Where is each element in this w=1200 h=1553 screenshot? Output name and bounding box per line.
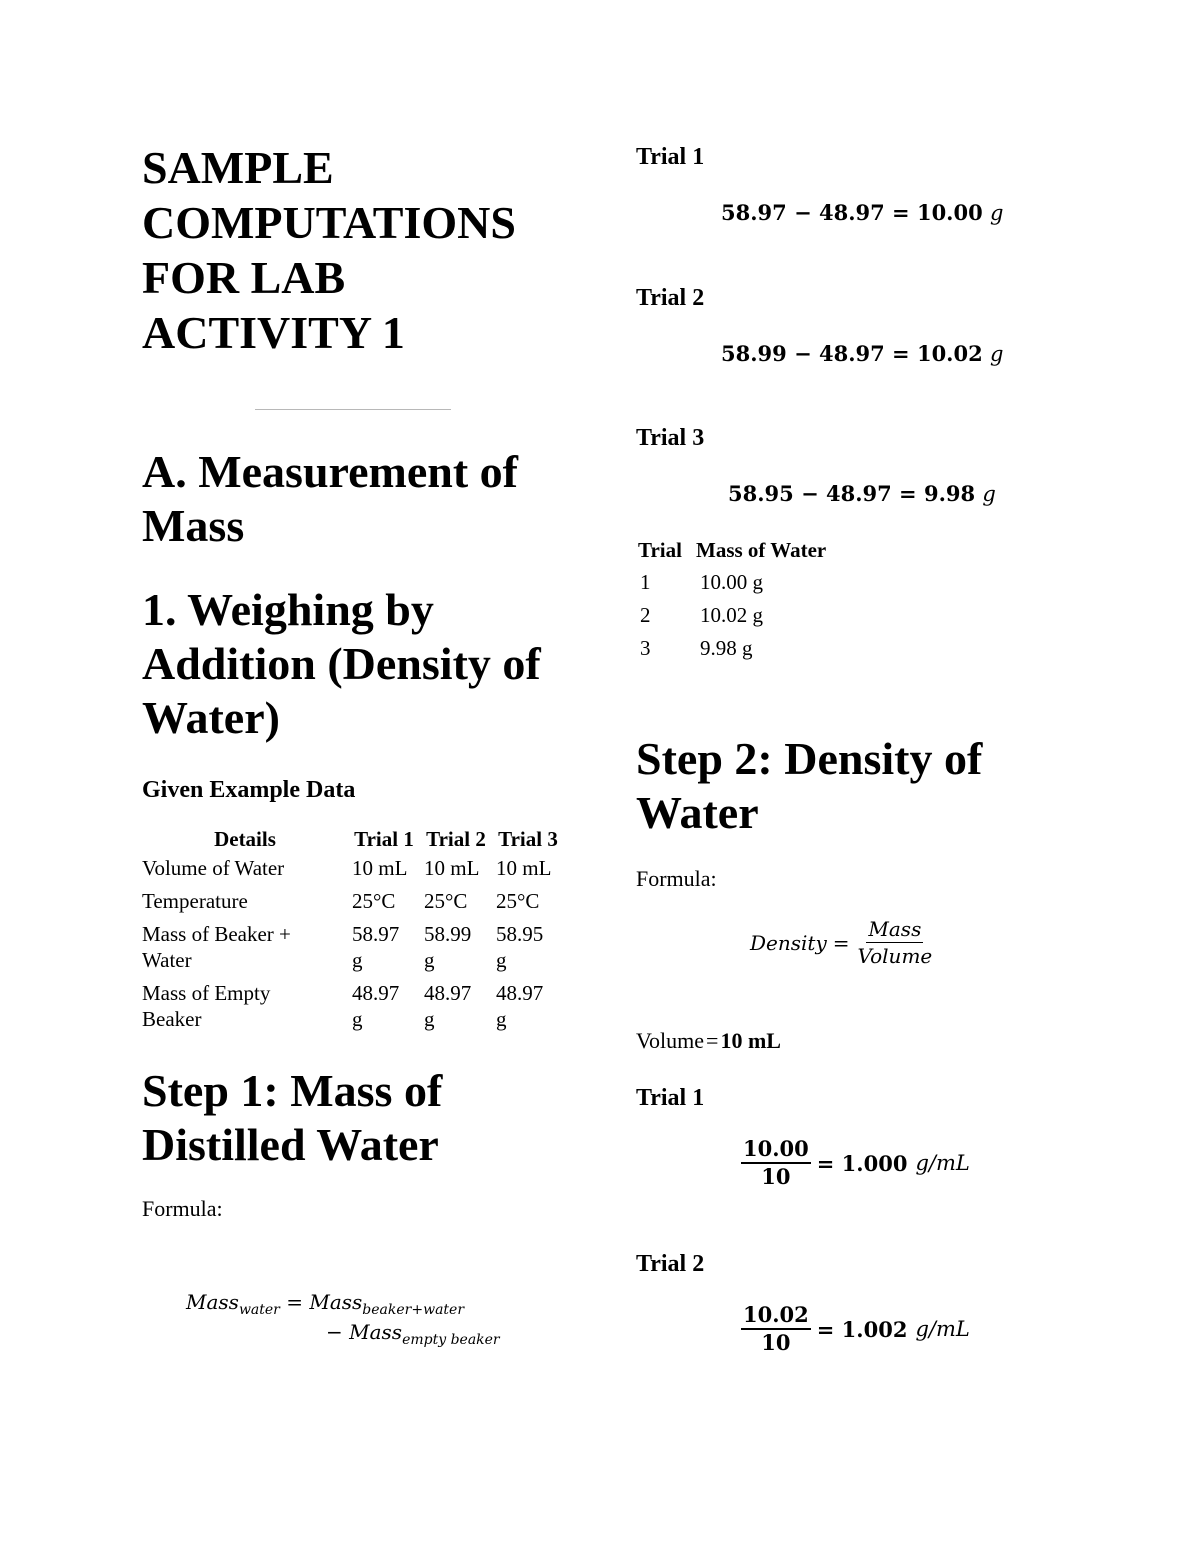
formula-operator: = <box>832 930 850 955</box>
title-divider <box>255 409 451 410</box>
heading-line: Step 2: Density of <box>636 733 983 784</box>
table-cell: 10.00 g <box>700 570 763 594</box>
fraction-denominator: Volume <box>857 944 933 968</box>
volume-operator: = <box>706 1028 719 1053</box>
table-cell: 48.97 g <box>496 981 544 1031</box>
density-formula <box>750 918 934 967</box>
heading-line: A. Measurement of <box>142 446 518 497</box>
title-line: ACTIVITY 1 <box>142 307 405 358</box>
given-data-heading: Given Example Data <box>142 777 356 803</box>
table-cell: 10 mL <box>352 856 408 880</box>
step-1-trial-2-label: Trial 2 <box>636 285 705 311</box>
trial-fraction <box>741 1138 811 1188</box>
table-cell: 25°C <box>424 889 468 913</box>
table-row <box>638 633 826 666</box>
step-2-formula-label: Formula: <box>636 866 717 891</box>
table-cell: 1 <box>640 570 651 594</box>
step-1-trial-3-equation <box>728 481 996 506</box>
formula-operator: − <box>326 1320 343 1344</box>
table-cell: 10 mL <box>424 856 480 880</box>
formula-term: Mass <box>309 1290 363 1314</box>
equation-unit: g <box>990 201 1004 225</box>
heading-line: Water) <box>142 692 280 743</box>
equation-result: = 1.002 <box>816 1316 908 1342</box>
title-line: COMPUTATIONS <box>142 197 516 248</box>
equation-text: 58.97 − 48.97 = 10.00 <box>721 200 983 225</box>
heading-line: 1. Weighing by <box>142 584 434 635</box>
mass-water-formula <box>186 1290 500 1348</box>
equation-unit: g/mL <box>915 1317 970 1341</box>
column-header: Details <box>214 827 276 851</box>
fraction-numerator: 10.00 <box>741 1138 811 1164</box>
table-cell: Volume of Water <box>142 856 285 880</box>
equation-unit: g <box>990 342 1004 366</box>
section-1-heading <box>142 583 582 745</box>
fraction-numerator: Mass <box>868 917 922 941</box>
column-header: Mass of Water <box>696 538 827 562</box>
formula-subscript: empty beaker <box>402 1332 500 1348</box>
title-line: FOR LAB <box>142 252 346 303</box>
table-cell: Mass of Empty Beaker <box>142 981 271 1031</box>
table-cell: 58.99 g <box>424 922 472 972</box>
trial-fraction <box>741 1304 811 1354</box>
formula-line-2 <box>326 1320 500 1348</box>
table-cell: 25°C <box>352 889 396 913</box>
table-header-row <box>142 826 564 852</box>
volume-label: Volume <box>636 1028 705 1053</box>
table-cell: 58.97 g <box>352 922 400 972</box>
mass-of-water-table <box>638 538 826 666</box>
step-1-trial-1-label: Trial 1 <box>636 144 705 170</box>
step-1-trial-3-label: Trial 3 <box>636 425 705 451</box>
step-2-heading <box>636 732 1056 840</box>
heading-line: Mass <box>142 500 245 551</box>
step-2-trial-2-label: Trial 2 <box>636 1251 705 1277</box>
heading-line: Step 1: Mass of <box>142 1065 443 1116</box>
table-header-row <box>638 538 826 567</box>
table-row <box>142 852 564 885</box>
equation-result: = 1.000 <box>816 1150 908 1176</box>
formula-line-1 <box>186 1290 500 1318</box>
table-cell: 10.02 g <box>700 603 763 627</box>
formula-operator: = <box>286 1290 303 1314</box>
table-cell: 48.97 g <box>424 981 472 1031</box>
table-cell: Temperature <box>142 889 248 913</box>
section-a-heading <box>142 445 582 553</box>
fraction-denominator: 10 <box>761 1330 791 1355</box>
column-header: Trial <box>638 538 682 562</box>
step-1-trial-1-equation <box>721 200 1003 225</box>
step-2-trial-1-equation <box>741 1138 970 1188</box>
table-cell: 25°C <box>496 889 540 913</box>
table-row <box>142 885 564 918</box>
table-row <box>142 918 564 977</box>
title-line: SAMPLE <box>142 142 334 193</box>
formula-subscript: beaker+water <box>362 1302 465 1318</box>
volume-line <box>636 1028 781 1054</box>
formula-subscript: water <box>238 1302 280 1318</box>
table-row <box>142 977 564 1036</box>
formula-term: Mass <box>349 1320 403 1344</box>
column-header: Trial 1 <box>354 827 414 851</box>
heading-line: Water <box>636 787 759 838</box>
table-cell: 3 <box>640 636 651 660</box>
formula-term: Density <box>750 930 827 955</box>
step-1-formula-label: Formula: <box>142 1196 223 1221</box>
step-2-trial-2-equation <box>741 1304 970 1354</box>
column-header: Trial 3 <box>498 827 558 851</box>
heading-line: Addition (Density of <box>142 638 541 689</box>
step-2-trial-1-label: Trial 1 <box>636 1085 705 1111</box>
equation-unit: g <box>982 482 996 506</box>
table-cell: 48.97 g <box>352 981 400 1031</box>
table-cell: 58.95 g <box>496 922 544 972</box>
table-cell: 9.98 g <box>700 636 753 660</box>
fraction-denominator: 10 <box>761 1164 791 1189</box>
left-column <box>142 140 582 1222</box>
equation-text: 58.99 − 48.97 = 10.02 <box>721 341 983 366</box>
heading-line: Distilled Water <box>142 1119 439 1170</box>
table-row <box>638 567 826 600</box>
table-cell: 10 mL <box>496 856 552 880</box>
table-row <box>638 600 826 633</box>
table-cell: Mass of Beaker + Water <box>142 922 291 972</box>
step-1-heading <box>142 1064 582 1172</box>
given-data-table <box>142 826 564 1036</box>
density-fraction <box>856 918 935 967</box>
volume-value: 10 mL <box>720 1028 781 1053</box>
column-header: Trial 2 <box>426 827 486 851</box>
formula-term: Mass <box>186 1290 239 1314</box>
document-title <box>142 140 582 360</box>
step-1-trial-2-equation <box>721 341 1003 366</box>
table-cell: 2 <box>640 603 651 627</box>
fraction-numerator: 10.02 <box>741 1304 811 1330</box>
equation-unit: g/mL <box>915 1151 970 1175</box>
equation-text: 58.95 − 48.97 = 9.98 <box>728 481 976 506</box>
